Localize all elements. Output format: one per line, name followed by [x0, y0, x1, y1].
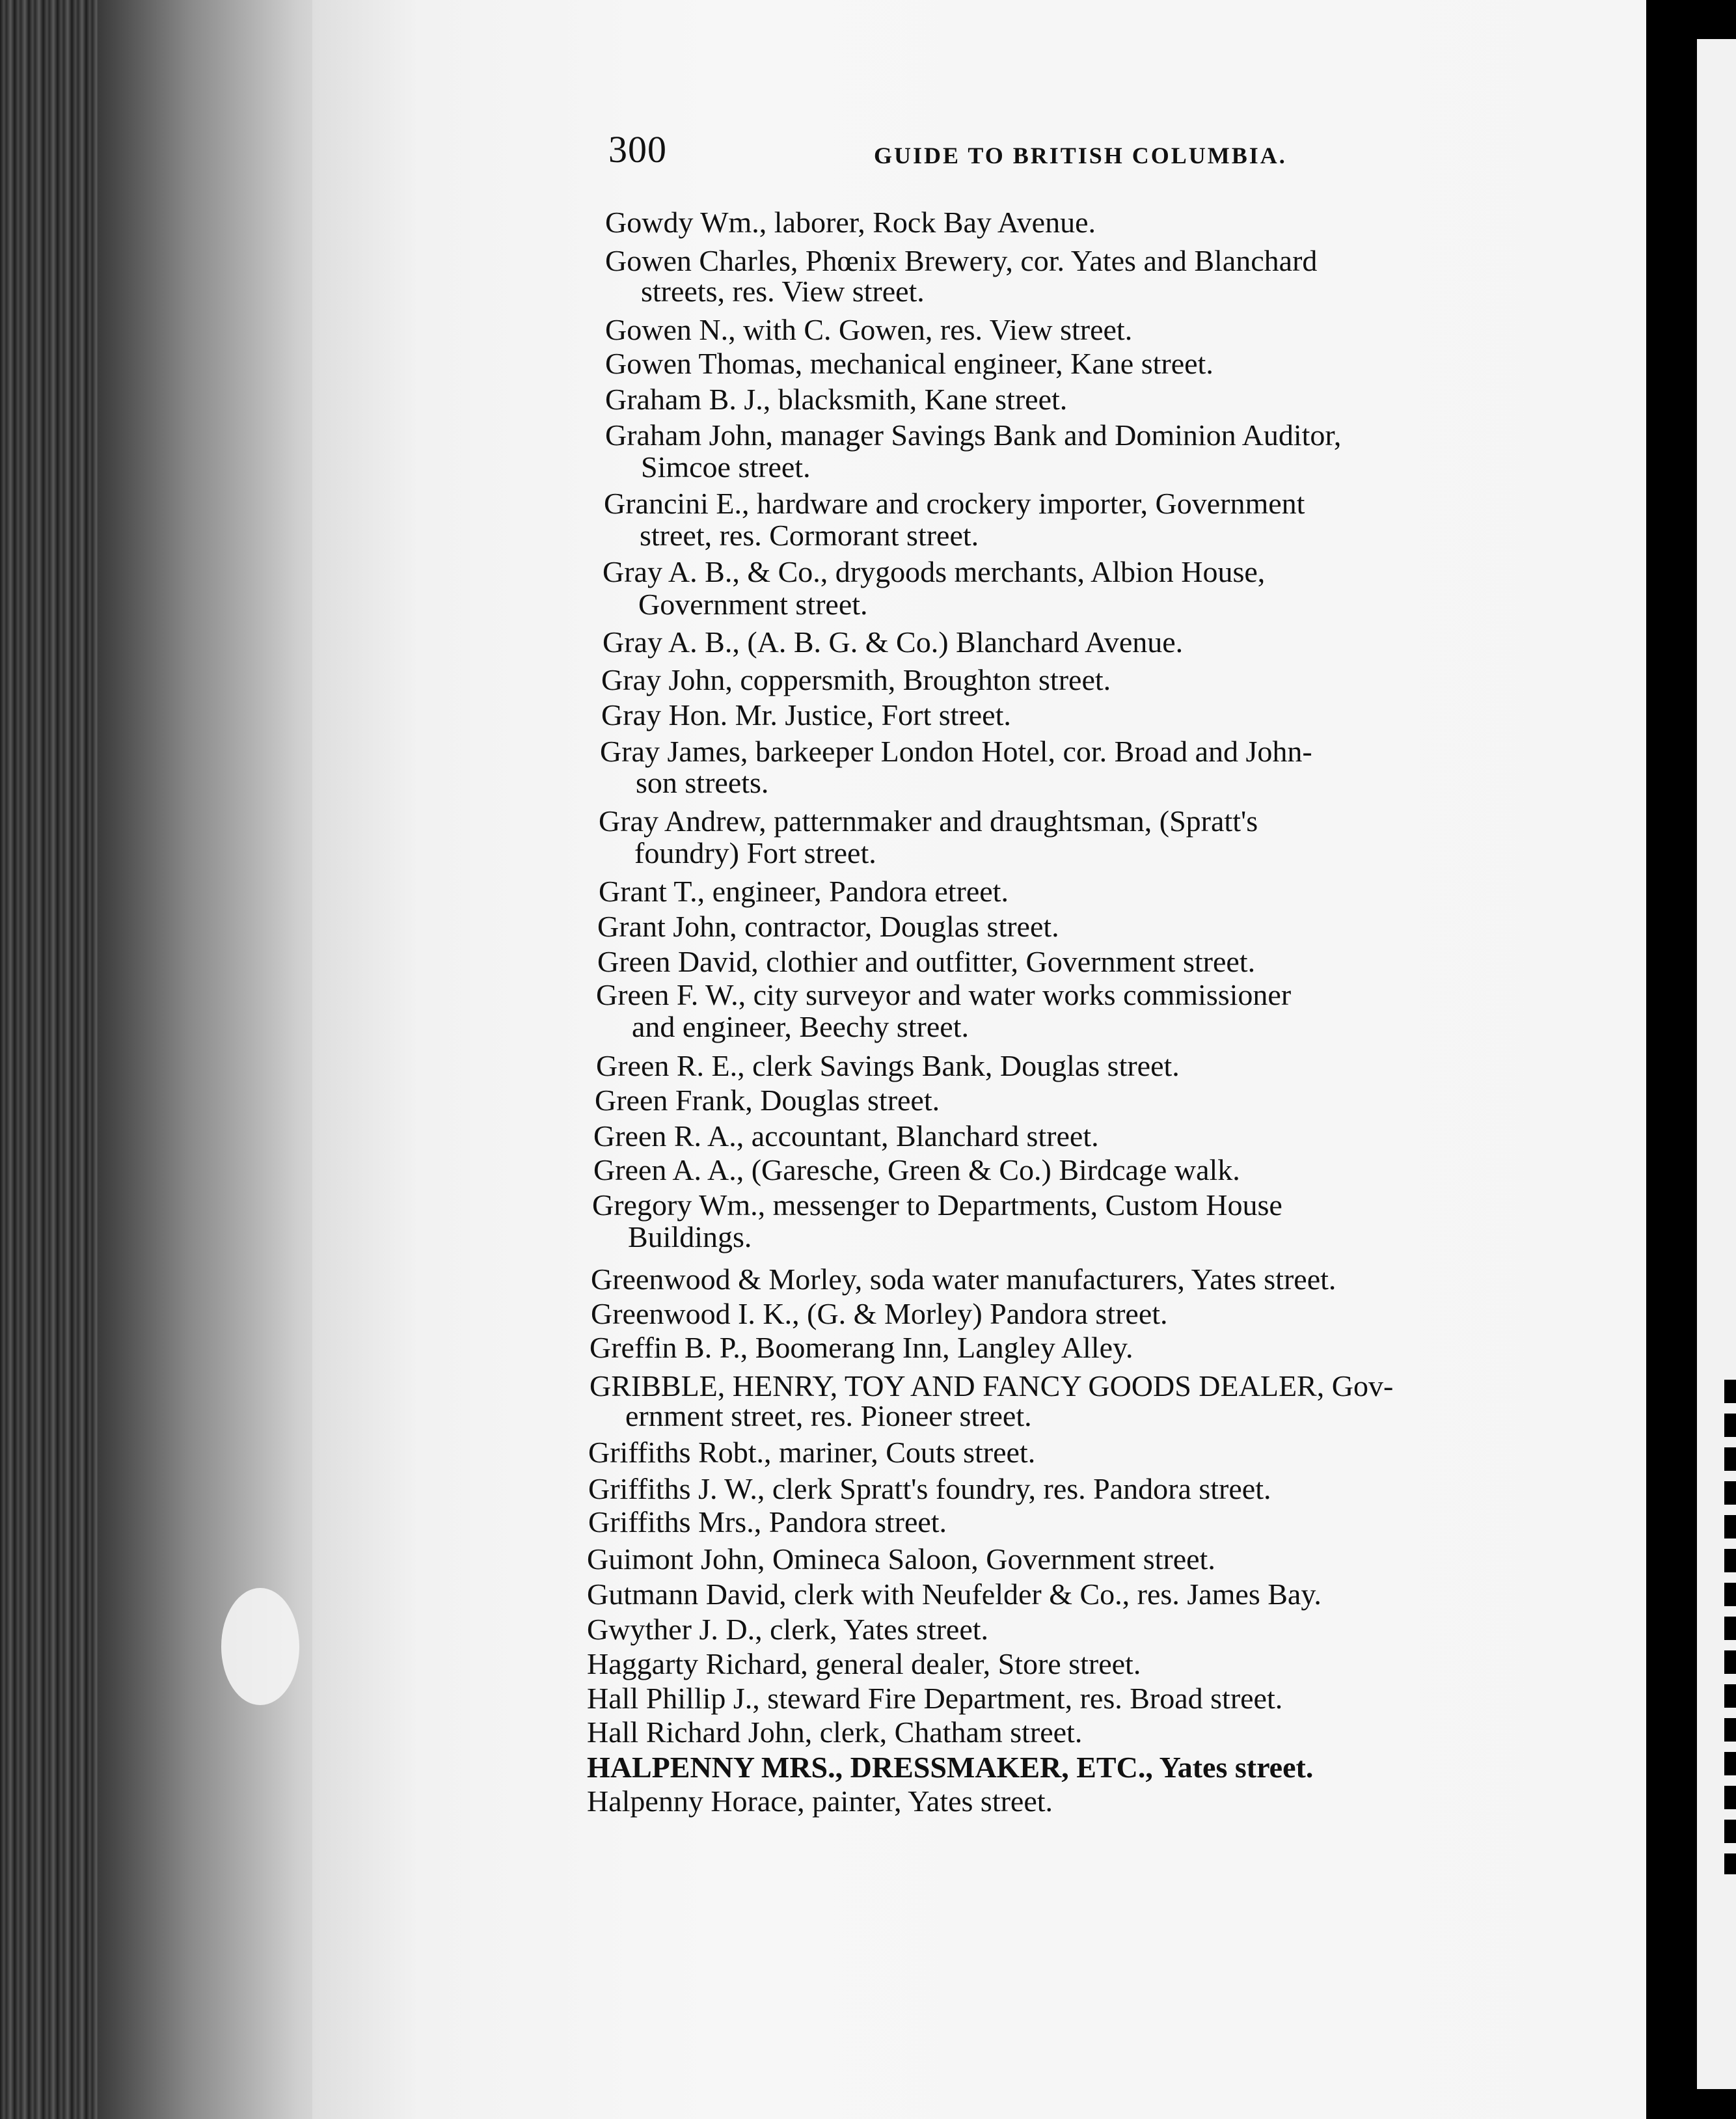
directory-entry-continuation: street, res. Cormorant street. [640, 519, 979, 552]
directory-entry-line: Greffin B. P., Boomerang Inn, Langley Alley. [590, 1331, 1133, 1364]
directory-entry-line: HALPENNY MRS., DRESSMAKER, ETC., Yates street. [587, 1751, 1314, 1784]
directory-entry-line: Griffiths Mrs., Pandora street. [588, 1505, 947, 1538]
directory-entry-line: Green R. E., clerk Savings Bank, Douglas street. [596, 1049, 1180, 1082]
directory-entry-line: Gray John, coppersmith, Broughton street. [601, 663, 1111, 696]
directory-entry-continuation: Government street. [638, 588, 868, 621]
directory-entry-line: Gowen N., with C. Gowen, res. View street. [605, 313, 1133, 346]
directory-entry-line: Graham B. J., blacksmith, Kane street. [605, 383, 1068, 416]
directory-entry-line: Hall Richard John, clerk, Chatham street. [587, 1716, 1083, 1749]
running-title: GUIDE TO BRITISH COLUMBIA. [874, 143, 1287, 169]
directory-entry-line: Green A. A., (Garesche, Green & Co.) Birdcage walk. [593, 1153, 1240, 1186]
directory-entry-line: Griffiths J. W., clerk Spratt's foundry, res. Pandora street. [588, 1472, 1271, 1505]
directory-entry-line: Gray James, barkeeper London Hotel, cor. Broad and John- [600, 735, 1312, 768]
directory-entry-line: Gowen Charles, Phœnix Brewery, cor. Yates and Blanchard [605, 244, 1318, 277]
directory-entry-line: Griffiths Robt., mariner, Couts street. [588, 1436, 1036, 1469]
directory-entry-line: Graham John, manager Savings Bank and Dominion Auditor, [605, 418, 1342, 452]
directory-entry-continuation: foundry) Fort street. [634, 836, 876, 869]
directory-entry-continuation: son streets. [636, 766, 769, 799]
directory-entry-line: Gray A. B., (A. B. G. & Co.) Blanchard Avenue. [603, 625, 1184, 659]
directory-entry-line: Gray Hon. Mr. Justice, Fort street. [601, 698, 1011, 731]
directory-entry-line: Gwyther J. D., clerk, Yates street. [587, 1613, 989, 1646]
directory-entry-line: Green David, clothier and outfitter, Government street. [597, 945, 1256, 978]
page-number: 300 [608, 128, 667, 171]
directory-entry-continuation: Buildings. [628, 1220, 752, 1253]
directory-entry-continuation: Simcoe street. [641, 450, 811, 484]
directory-entry-line: Greenwood I. K., (G. & Morley) Pandora street. [591, 1297, 1168, 1330]
directory-entry-line: Green R. A., accountant, Blanchard street. [593, 1119, 1099, 1153]
directory-entry-line: Guimont John, Omineca Saloon, Government street. [587, 1542, 1215, 1576]
directory-entry-line: Gray A. B., & Co., drygoods merchants, Albion House, [603, 555, 1266, 588]
directory-entry-line: Gregory Wm., messenger to Departments, Custom House [592, 1188, 1282, 1222]
directory-entry-line: Green F. W., city surveyor and water works commissioner [596, 978, 1292, 1011]
directory-entry-continuation: ernment street, res. Pioneer street. [625, 1399, 1032, 1432]
directory-entry-line: Gutmann David, clerk with Neufelder & Co., res. James Bay. [587, 1578, 1322, 1611]
directory-entry-line: Grant T., engineer, Pandora etreet. [599, 875, 1009, 908]
directory-entry-line: Green Frank, Douglas street. [595, 1084, 940, 1117]
directory-entry-continuation: and engineer, Beechy street. [632, 1010, 969, 1043]
directory-entry-line: Greenwood & Morley, soda water manufacturers, Yates street. [591, 1263, 1336, 1296]
directory-entry-line: Gowdy Wm., laborer, Rock Bay Avenue. [605, 206, 1096, 239]
directory-entry-line: Halpenny Horace, painter, Yates street. [587, 1784, 1053, 1818]
directory-entry-line: Grancini E., hardware and crockery importer, Government [604, 487, 1305, 520]
directory-entry-line: Gowen Thomas, mechanical engineer, Kane street. [605, 347, 1214, 380]
directory-entry-line: Grant John, contractor, Douglas street. [597, 910, 1059, 943]
directory-entry-line: Gray Andrew, patternmaker and draughtsman, (Spratt's [599, 804, 1258, 838]
directory-entry-line: GRIBBLE, HENRY, TOY AND FANCY GOODS DEALER, Gov- [590, 1369, 1394, 1402]
directory-entry-line: Haggarty Richard, general dealer, Store street. [587, 1647, 1141, 1680]
directory-entry-line: Hall Phillip J., steward Fire Department, res. Broad street. [587, 1682, 1283, 1715]
directory-entry-continuation: streets, res. View street. [641, 275, 925, 308]
